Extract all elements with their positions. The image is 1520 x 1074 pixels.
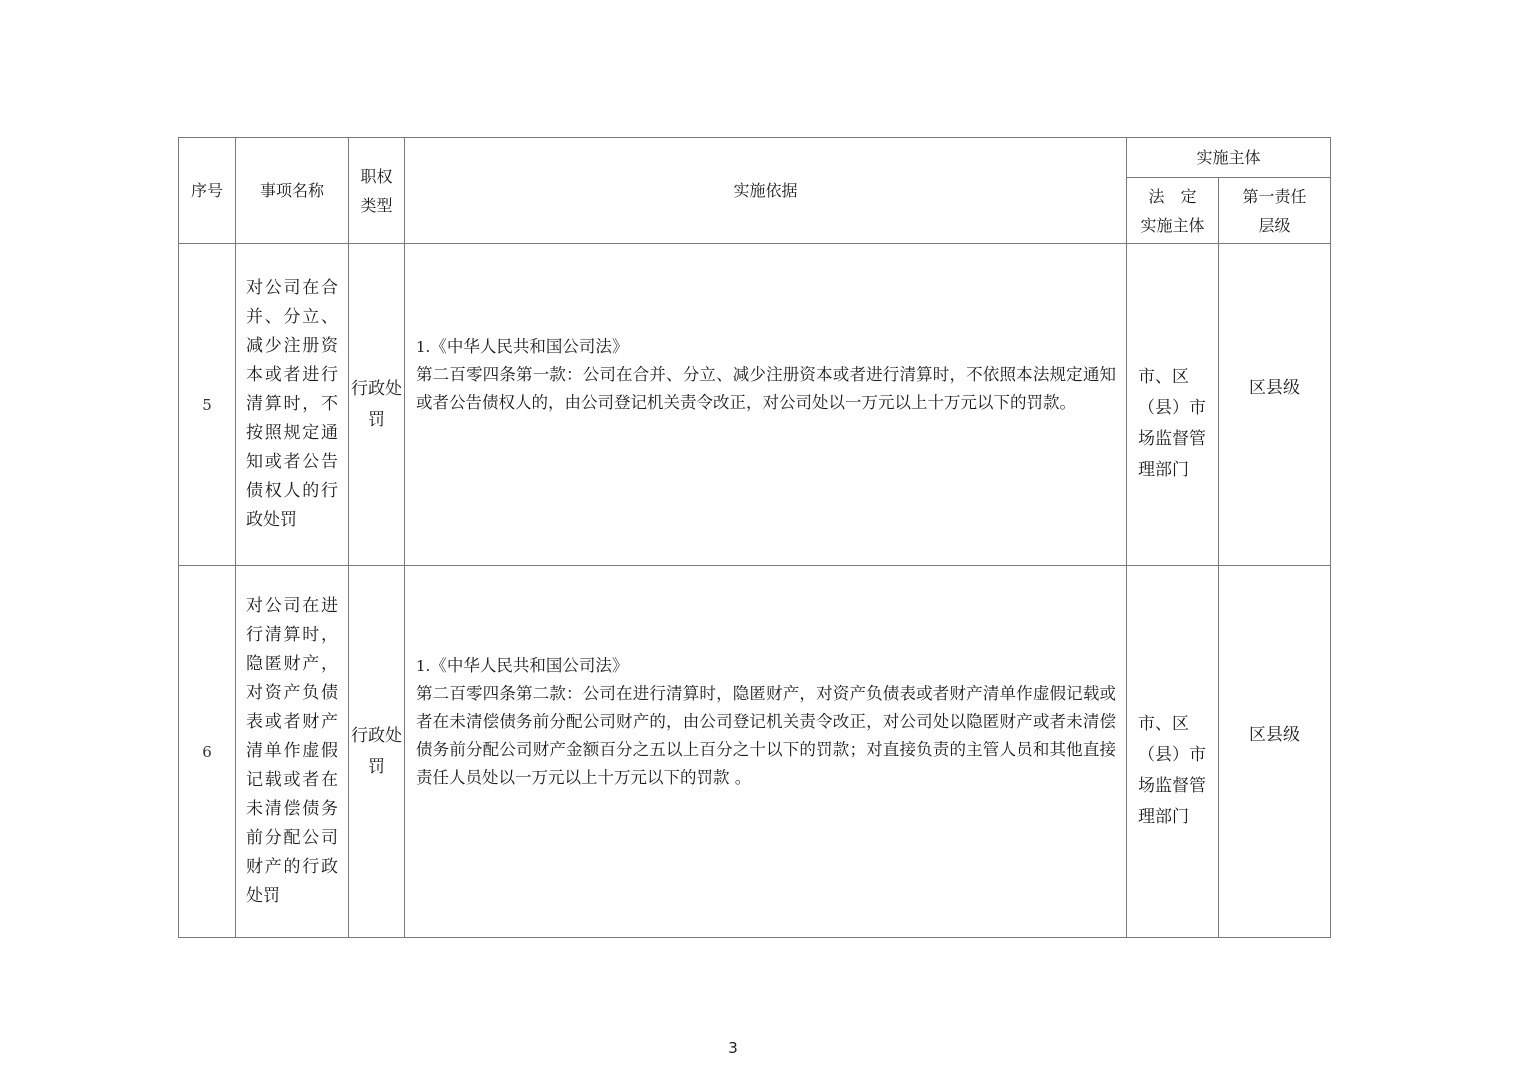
header-type-line1: 职权 <box>360 166 393 186</box>
row-legal-subject <box>1127 244 1219 566</box>
row-basis <box>405 244 1127 566</box>
row-item-name: 对公司在进行清算时，隐匿财产，对资产负债表或者财产清单作虚假记载或者在未清偿债务前分配公司财产的行政处罚 <box>236 566 349 938</box>
row-authority-type: 行政处罚 <box>349 566 405 938</box>
table-row <box>179 566 1331 938</box>
header-no: 序号 <box>179 138 236 244</box>
row-no: 5 <box>179 244 236 566</box>
level-text: 区县级 <box>1249 378 1300 398</box>
basis-law-number: 1. <box>416 656 431 675</box>
header-type <box>349 138 405 244</box>
header-basis: 实施依据 <box>405 138 1127 244</box>
row-authority-type: 行政处罚 <box>349 244 405 566</box>
row-no: 6 <box>179 566 236 938</box>
row-basis <box>405 566 1127 938</box>
header-legal-subject <box>1127 178 1219 244</box>
level-text: 区县级 <box>1249 725 1300 745</box>
page-number: 3 <box>728 1039 738 1057</box>
header-name: 事项名称 <box>236 138 349 244</box>
basis-law-title <box>416 652 1116 680</box>
basis-text: 第二百零四条第二款：公司在进行清算时，隐匿财产，对资产负债表或者财产清单作虚假记载或者在未清偿债务前分配公司财产的，由公司登记机关责令改正，对公司处以隐匿财产或者未清偿债务前分配公司财产金额百分之五以上百分之十以下的罚款；对直接负责的主管人员和其他直接责任人员处以一万元以上十万元以下的罚款 。 <box>416 683 1116 787</box>
row-responsibility-level <box>1219 244 1331 566</box>
legal-subject-text: 市、区（县）市场监督管理部门 <box>1138 713 1206 827</box>
header-subject-group: 实施主体 <box>1127 138 1331 178</box>
table-row <box>179 244 1331 566</box>
basis-law-title <box>416 333 1116 361</box>
header-level-line1: 第一责任 <box>1242 186 1307 206</box>
row-item-name: 对公司在合并、分立、减少注册资本或者进行清算时，不按照规定通知或者公告债权人的行政处罚 <box>236 244 349 566</box>
header-level <box>1219 178 1331 244</box>
basis-law-name: 《中华人民共和国公司法》 <box>430 336 629 356</box>
header-type-line2: 类型 <box>360 195 393 215</box>
header-legal-subject-line1: 法 定 <box>1148 186 1197 206</box>
row-responsibility-level <box>1219 566 1331 938</box>
row-legal-subject <box>1127 566 1219 938</box>
header-level-line2: 层级 <box>1258 215 1291 235</box>
basis-law-number: 1. <box>416 337 431 356</box>
header-legal-subject-line2: 实施主体 <box>1140 215 1205 235</box>
basis-law-name: 《中华人民共和国公司法》 <box>430 655 629 675</box>
basis-text: 第二百零四条第一款：公司在合并、分立、减少注册资本或者进行清算时，不依照本法规定通知或者公告债权人的，由公司登记机关责令改正，对公司处以一万元以上十万元以下的罚款。 <box>416 364 1116 412</box>
legal-subject-text: 市、区（县）市场监督管理部门 <box>1138 366 1206 480</box>
authority-table <box>178 137 1331 938</box>
